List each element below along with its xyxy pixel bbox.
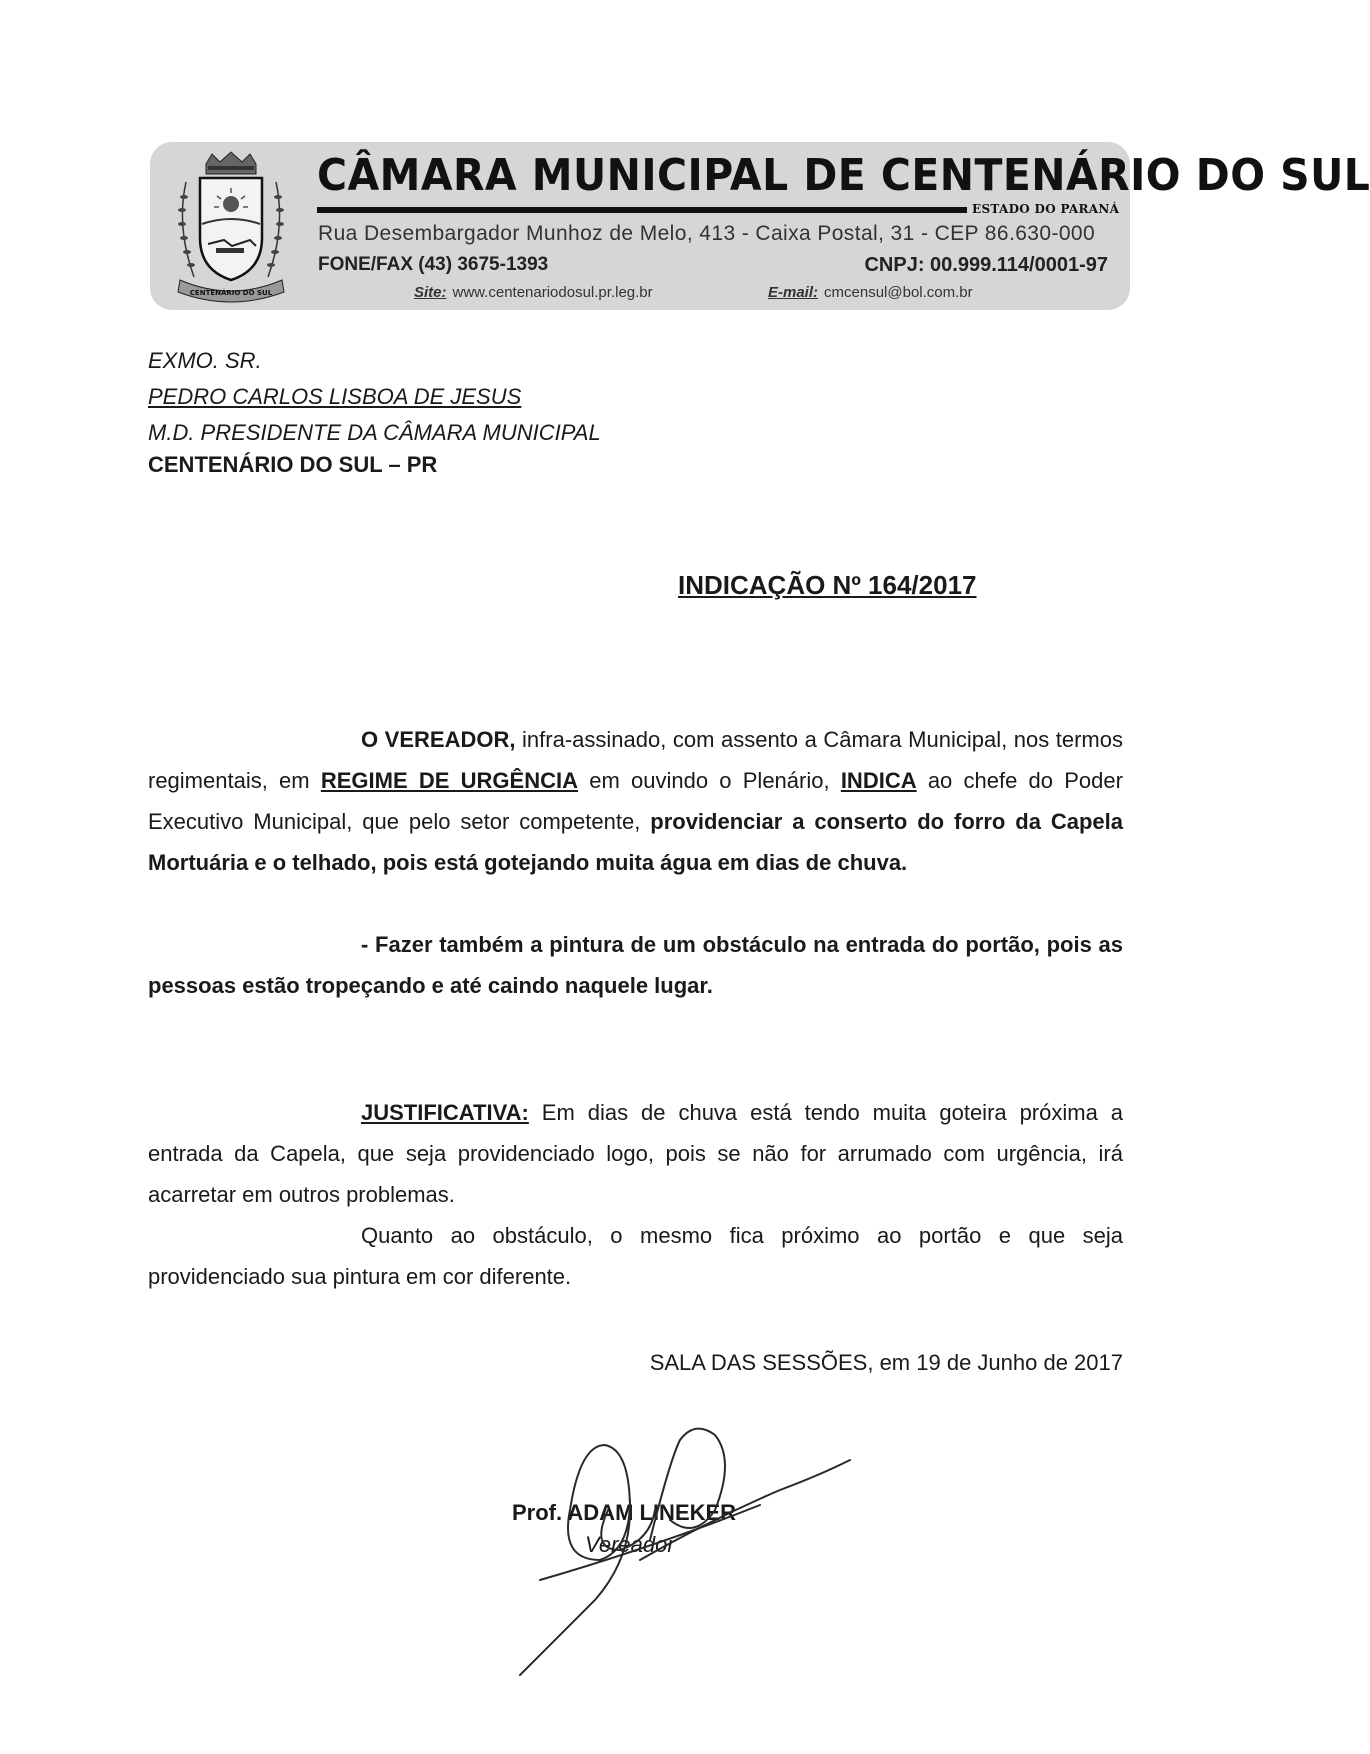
website: [414, 284, 653, 301]
cnpj: CNPJ: 00.999.114/0001-97: [864, 254, 1108, 276]
justificativa-label: JUSTIFICATIVA:: [361, 1100, 529, 1125]
title-rule: [317, 207, 967, 213]
email: [768, 284, 973, 301]
letterhead: [150, 142, 1370, 310]
addressee-position: M.D. PRESIDENTE DA CÂMARA MUNICIPAL: [148, 420, 601, 445]
institution-address: Rua Desembargador Munhoz de Melo, 413 - Caixa Postal, 31 - CEP 86.630-000: [318, 222, 1096, 245]
vereador-lead: O VEREADOR,: [361, 727, 516, 752]
paragraph-justificativa: [148, 1092, 1123, 1215]
text-segment: infra-assinado, com assento a Câmara Municipal, nos termos regimentais, em: [148, 727, 1123, 793]
phone-fax: FONE/FAX (43) 3675-1393: [318, 254, 549, 275]
text-segment: ao chefe do Poder Executivo Municipal, que pelo setor competente,: [148, 768, 1123, 834]
handwritten-signature-icon: [480, 1400, 900, 1690]
addressee-name: PEDRO CARLOS LISBOA DE JESUS: [148, 384, 522, 409]
session-date: SALA DAS SESSÕES, em 19 de Junho de 2017: [649, 1350, 1123, 1375]
signer-name: Prof. ADAM LINEKER: [512, 1500, 737, 1525]
justificativa-text: Em dias de chuva está tendo muita goteira próxima a entrada da Capela, que seja providenciado logo, pois se não for arrumado com urgência, irá acarretar em outros problemas.: [148, 1100, 1123, 1207]
institution-title: CÂMARA MUNICIPAL DE CENTENÁRIO DO SUL: [317, 150, 1370, 201]
paragraph-indication: [148, 719, 1123, 883]
regime-urgencia: REGIME DE URGÊNCIA: [320, 768, 578, 793]
signer-role: Vereador: [585, 1532, 675, 1557]
site-url[interactable]: www.centenariodosul.pr.leg.br: [452, 284, 653, 301]
addressee-salutation: EXMO. SR.: [148, 348, 262, 373]
state-label: ESTADO DO PARANÁ: [972, 202, 1120, 216]
email-label: E-mail:: [768, 284, 819, 301]
document-title: INDICAÇÃO Nº 164/2017: [678, 570, 977, 600]
paragraph-obstacle: [148, 924, 1123, 1006]
site-label: Site:: [414, 284, 447, 301]
email-address[interactable]: cmcensul@bol.com.br: [824, 284, 973, 301]
crest-ribbon-text: CENTENÁRIO DO SUL: [189, 289, 273, 297]
paragraph-obstacle-justification: [148, 1215, 1123, 1297]
obstacle-justification-text: Quanto ao obstáculo, o mesmo fica próximo ao portão e que seja providenciado sua pintura em cor diferente.: [148, 1223, 1123, 1289]
municipal-coat-of-arms-icon: [172, 152, 290, 304]
obstacle-text: - Fazer também a pintura de um obstáculo na entrada do portão, pois as pessoas estão tropeçando e até caindo naquele lugar.: [148, 932, 1123, 998]
text-segment: em ouvindo o Plenário,: [577, 768, 841, 793]
addressee-city: CENTENÁRIO DO SUL – PR: [148, 452, 438, 477]
indica-keyword: INDICA: [840, 768, 917, 793]
request-bold-text: providenciar a conserto do forro da Capela Mortuária e o telhado, pois está gotejando muita água em dias de chuva.: [148, 809, 1123, 875]
